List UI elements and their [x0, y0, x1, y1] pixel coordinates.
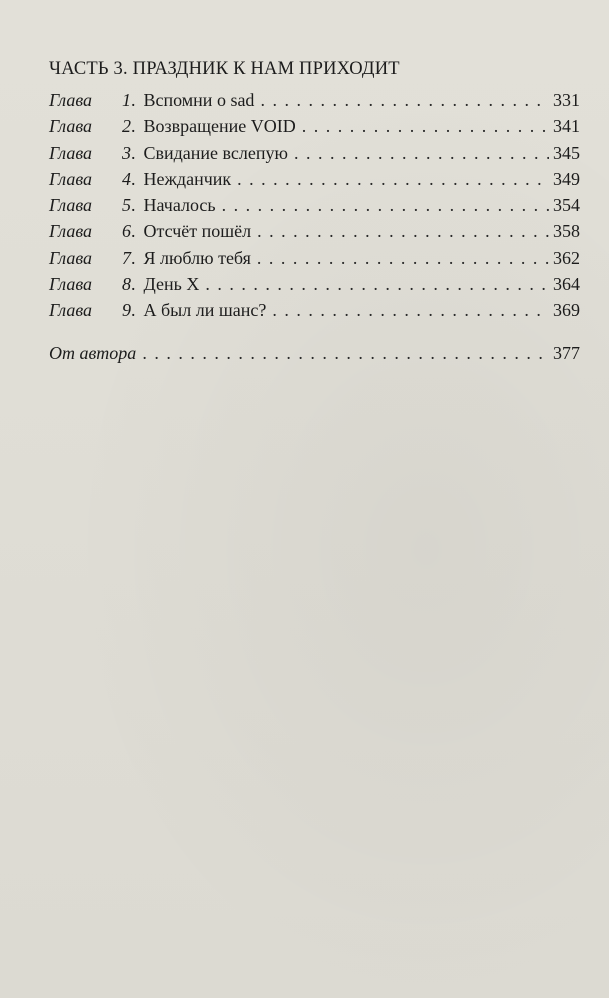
dot-leader [294, 143, 549, 164]
author-label: От автора [49, 342, 137, 363]
chapter-title: Свидание вслепую [143, 142, 288, 163]
dot-leader [205, 274, 549, 295]
toc-entry[interactable]: Глава 5 . Началось . . . 354 [49, 195, 580, 221]
part-heading [49, 59, 400, 80]
chapter-number: 2 [122, 116, 131, 137]
dot-leader [222, 195, 549, 216]
page-number: 362 [553, 247, 580, 268]
chapter-number: 5 [122, 195, 131, 216]
chapter-label: Глава [49, 142, 93, 163]
page-number: 364 [553, 274, 580, 295]
dot-leader [257, 248, 549, 269]
page-number: 377 [553, 342, 580, 363]
chapter-title: День Х [143, 274, 200, 295]
page-number: 349 [553, 168, 580, 189]
dot-leader [260, 90, 549, 111]
toc-entry[interactable]: Глава 6 . Отсчёт пошёл . . . 358 [49, 221, 580, 247]
chapter-title: Вспомни о sad [143, 90, 255, 110]
toc-entry[interactable]: Глава 7 . Я люблю тебя . . . 362 [49, 248, 580, 274]
chapter-label: Глава [49, 195, 93, 216]
chapter-number: 4 [122, 168, 131, 189]
toc-entry[interactable]: Глава 3 . Свидание вслепую . . . 345 [49, 143, 580, 169]
dot-leader [257, 221, 549, 242]
part-prefix: ЧАСТЬ 3. [49, 59, 128, 79]
toc-entry[interactable]: Глава 9 . А был ли шанс? . . . 369 [49, 300, 580, 326]
dot-leader [272, 300, 549, 321]
page-number: 331 [553, 90, 580, 110]
page-number: 341 [553, 116, 580, 137]
chapter-number: 1 [122, 90, 131, 110]
page-number: 345 [553, 142, 580, 163]
dot-leader [302, 116, 549, 137]
page-number: 358 [553, 221, 580, 242]
chapter-number: 3 [122, 142, 131, 163]
chapter-label: Глава [49, 274, 93, 295]
chapter-number: 9 [122, 300, 131, 321]
chapter-number: 7 [122, 247, 131, 268]
page-number: 354 [553, 195, 580, 216]
toc-entry[interactable]: Глава 1 . Вспомни о sad . . . 331 [49, 90, 580, 116]
chapter-label: Глава [49, 300, 93, 321]
chapter-title: Отсчёт пошёл [143, 221, 252, 242]
chapter-label: Глава [49, 90, 93, 110]
chapter-label: Глава [49, 247, 93, 268]
table-of-contents [49, 90, 580, 369]
chapter-number: 6 [122, 221, 131, 242]
toc-entry[interactable]: Глава 2 . Возвращение VOID . . . 341 [49, 116, 580, 142]
chapter-title: Нежданчик [143, 168, 232, 189]
chapter-label: Глава [49, 221, 93, 242]
part-title: ПРАЗДНИК К НАМ ПРИХОДИТ [132, 59, 400, 79]
toc-entry-author[interactable] [49, 343, 580, 369]
chapter-label: Глава [49, 168, 93, 189]
chapter-number: 8 [122, 274, 131, 295]
toc-entry[interactable]: Глава 4 . Нежданчик . . . 349 [49, 169, 580, 195]
dot-leader [237, 169, 549, 190]
chapter-label: Глава [49, 116, 93, 137]
chapter-title: Я люблю тебя [143, 247, 251, 268]
dot-leader [142, 343, 549, 364]
chapter-title: А был ли шанс? [143, 300, 267, 321]
page-number: 369 [553, 300, 580, 321]
toc-entry[interactable]: Глава 8 . День Х . . . 364 [49, 274, 580, 300]
chapter-title: Возвращение VOID [143, 116, 296, 137]
chapter-title: Началось [143, 195, 216, 216]
